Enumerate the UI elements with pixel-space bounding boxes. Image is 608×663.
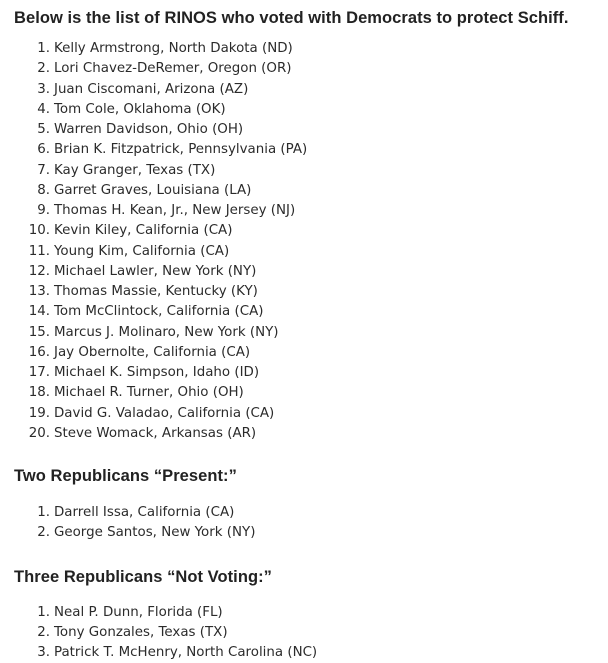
voted-with-democrats-list [14, 39, 608, 444]
main-heading: Below is the list of RINOS who voted with Democrats to protect Schiff. [14, 0, 608, 29]
list-item [14, 242, 608, 262]
list-item-text: Lori Chavez-DeRemer, Oregon (OR) [54, 59, 291, 79]
list-item-text: George Santos, New York (NY) [54, 523, 255, 543]
list-item [14, 161, 608, 181]
list-item-text: Michael Lawler, New York (NY) [54, 262, 256, 282]
list-item [14, 262, 608, 282]
list-item-text: Warren Davidson, Ohio (OH) [54, 120, 243, 140]
list-item-text: Neal P. Dunn, Florida (FL) [54, 603, 223, 623]
list-item [14, 404, 608, 424]
list-number: 2. [14, 523, 54, 543]
list-item [14, 221, 608, 241]
list-number: 1. [14, 603, 54, 623]
list-number: 1. [14, 503, 54, 523]
list-number: 3. [14, 80, 54, 100]
list-item [14, 302, 608, 322]
list-number: 14. [14, 302, 54, 322]
list-number: 11. [14, 242, 54, 262]
list-number: 2. [14, 623, 54, 643]
list-item [14, 363, 608, 383]
list-number: 18. [14, 383, 54, 403]
list-item [14, 120, 608, 140]
list-number: 19. [14, 404, 54, 424]
list-item-text: Thomas Massie, Kentucky (KY) [54, 282, 258, 302]
list-item [14, 282, 608, 302]
list-number: 4. [14, 100, 54, 120]
list-number: 7. [14, 161, 54, 181]
list-number: 17. [14, 363, 54, 383]
list-item-text: Tony Gonzales, Texas (TX) [54, 623, 228, 643]
list-item [14, 643, 608, 663]
list-item [14, 39, 608, 59]
list-item-text: Michael R. Turner, Ohio (OH) [54, 383, 244, 403]
list-number: 6. [14, 140, 54, 160]
list-item [14, 100, 608, 120]
list-item-text: Tom Cole, Oklahoma (OK) [54, 100, 226, 120]
list-item [14, 323, 608, 343]
list-item [14, 623, 608, 643]
list-item [14, 383, 608, 403]
list-item [14, 59, 608, 79]
not-voting-heading: Three Republicans “Not Voting:” [14, 566, 608, 588]
list-item-text: Juan Ciscomani, Arizona (AZ) [54, 80, 248, 100]
list-number: 5. [14, 120, 54, 140]
not-voting-list [14, 603, 608, 663]
list-item [14, 181, 608, 201]
list-number: 13. [14, 282, 54, 302]
list-item-text: Kevin Kiley, California (CA) [54, 221, 232, 241]
list-item [14, 343, 608, 363]
list-item [14, 424, 608, 444]
list-item [14, 603, 608, 623]
list-item [14, 80, 608, 100]
list-number: 20. [14, 424, 54, 444]
list-item-text: Garret Graves, Louisiana (LA) [54, 181, 251, 201]
present-list [14, 503, 608, 544]
list-item-text: Michael K. Simpson, Idaho (ID) [54, 363, 259, 383]
list-item [14, 140, 608, 160]
list-item-text: David G. Valadao, California (CA) [54, 404, 274, 424]
list-number: 12. [14, 262, 54, 282]
list-item-text: Brian K. Fitzpatrick, Pennsylvania (PA) [54, 140, 307, 160]
list-number: 10. [14, 221, 54, 241]
list-item-text: Young Kim, California (CA) [54, 242, 229, 262]
list-item-text: Marcus J. Molinaro, New York (NY) [54, 323, 279, 343]
list-item [14, 523, 608, 543]
list-item [14, 503, 608, 523]
list-number: 3. [14, 643, 54, 663]
list-item-text: Steve Womack, Arkansas (AR) [54, 424, 256, 444]
list-number: 1. [14, 39, 54, 59]
list-number: 16. [14, 343, 54, 363]
list-item-text: Tom McClintock, California (CA) [54, 302, 263, 322]
list-number: 15. [14, 323, 54, 343]
list-item-text: Patrick T. McHenry, North Carolina (NC) [54, 643, 317, 663]
list-item-text: Jay Obernolte, California (CA) [54, 343, 250, 363]
present-heading: Two Republicans “Present:” [14, 465, 608, 487]
list-item-text: Darrell Issa, California (CA) [54, 503, 234, 523]
list-item [14, 201, 608, 221]
list-item-text: Thomas H. Kean, Jr., New Jersey (NJ) [54, 201, 295, 221]
list-number: 9. [14, 201, 54, 221]
list-item-text: Kay Granger, Texas (TX) [54, 161, 215, 181]
list-number: 8. [14, 181, 54, 201]
list-item-text: Kelly Armstrong, North Dakota (ND) [54, 39, 293, 59]
list-number: 2. [14, 59, 54, 79]
